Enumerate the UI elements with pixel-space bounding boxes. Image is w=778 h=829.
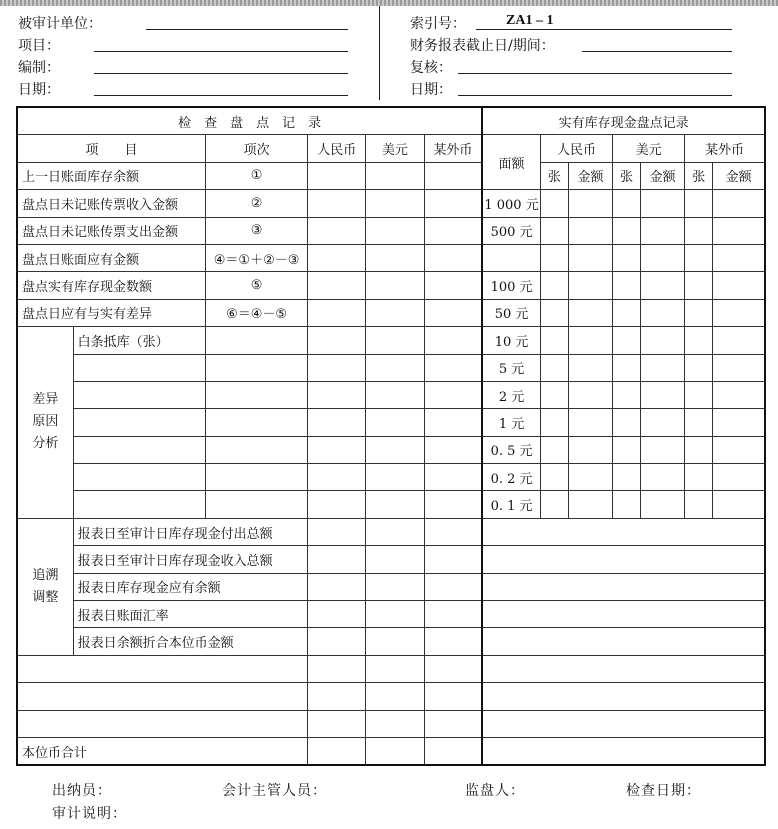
denomination-cell: 10 元 xyxy=(482,327,540,354)
project-label: 项目： xyxy=(18,38,60,54)
date2-field[interactable] xyxy=(458,95,732,96)
index-label: 索引号： xyxy=(410,16,466,32)
count-entry-cell[interactable] xyxy=(540,244,568,271)
check-index: ④＝①＋②－③ xyxy=(205,244,307,271)
table-row xyxy=(17,162,765,189)
rmb-amount-cell[interactable] xyxy=(308,327,366,354)
blank-right-cell[interactable] xyxy=(482,573,765,600)
section-label-line: 差异 xyxy=(32,392,59,408)
foreign-amount-cell[interactable] xyxy=(424,546,482,573)
count-entry-cell[interactable] xyxy=(685,409,713,436)
cash-count-table xyxy=(16,106,766,766)
diff-index-cell[interactable] xyxy=(205,491,307,518)
rmb-amount-cell[interactable] xyxy=(308,436,366,463)
trace-item-label: 报表日余额折合本位币金额 xyxy=(73,628,308,655)
header-amount: 金额 xyxy=(568,162,612,189)
rmb-amount-cell[interactable] xyxy=(308,573,366,600)
prepared-row xyxy=(18,57,60,77)
rmb-amount-cell[interactable] xyxy=(308,491,366,518)
count-entry-cell[interactable] xyxy=(713,409,765,436)
review-row xyxy=(410,57,452,77)
rmb-amount-cell[interactable] xyxy=(308,518,366,545)
usd-amount-cell[interactable] xyxy=(366,327,424,354)
foreign-amount-cell[interactable] xyxy=(424,436,482,463)
table-row xyxy=(17,518,765,545)
rmb-amount-cell[interactable] xyxy=(308,217,366,244)
period-field[interactable] xyxy=(582,51,732,52)
period-label: 财务报表截止日/期间： xyxy=(410,38,555,54)
check-item-label: 盘点日账面应有金额 xyxy=(17,244,205,271)
count-entry-cell[interactable] xyxy=(613,190,641,217)
foreign-amount-cell[interactable] xyxy=(424,573,482,600)
foreign-amount-cell[interactable] xyxy=(424,190,482,217)
table-row xyxy=(17,327,765,354)
trace-item-label: 报表日库存现金应有余额 xyxy=(73,573,308,600)
count-entry-cell[interactable] xyxy=(641,436,685,463)
foreign-amount-cell[interactable] xyxy=(424,628,482,655)
denomination-cell: 0. 2 元 xyxy=(482,464,540,491)
count-entry-cell[interactable] xyxy=(641,244,685,271)
count-entry-cell[interactable] xyxy=(613,491,641,518)
rmb-amount-cell[interactable] xyxy=(308,628,366,655)
header-index: 项次 xyxy=(205,135,307,162)
foreign-amount-cell[interactable] xyxy=(424,162,482,189)
check-item-label: 盘点实有库存现金数额 xyxy=(17,272,205,299)
denomination-cell: 100 元 xyxy=(482,272,540,299)
table-row xyxy=(17,272,765,299)
table-row xyxy=(17,573,765,600)
count-entry-cell[interactable] xyxy=(540,409,568,436)
table-row xyxy=(17,464,765,491)
unit-field[interactable] xyxy=(146,29,348,30)
denomination-cell: 2 元 xyxy=(482,381,540,408)
rmb-amount-cell[interactable] xyxy=(308,683,366,710)
count-entry-cell[interactable] xyxy=(685,381,713,408)
count-entry-cell[interactable] xyxy=(568,464,612,491)
check-index: ② xyxy=(205,190,307,217)
count-entry-cell[interactable] xyxy=(685,272,713,299)
usd-amount-cell[interactable] xyxy=(366,272,424,299)
count-entry-cell[interactable] xyxy=(568,244,612,271)
check-index: ① xyxy=(205,162,307,189)
usd-amount-cell[interactable] xyxy=(366,409,424,436)
diff-item-cell[interactable] xyxy=(73,436,205,463)
foreign-amount-cell[interactable] xyxy=(424,464,482,491)
blank-item-cell[interactable] xyxy=(17,710,308,737)
count-entry-cell[interactable] xyxy=(641,409,685,436)
count-entry-cell[interactable] xyxy=(540,272,568,299)
index-row xyxy=(410,13,554,33)
rmb-amount-cell[interactable] xyxy=(308,601,366,628)
denomination-cell: 5 元 xyxy=(482,354,540,381)
count-entry-cell[interactable] xyxy=(540,327,568,354)
count-entry-cell[interactable] xyxy=(613,381,641,408)
count-entry-cell[interactable] xyxy=(568,491,612,518)
trace-item-label: 报表日至审计日库存现金付出总额 xyxy=(73,518,308,545)
count-entry-cell[interactable] xyxy=(713,436,765,463)
rmb-amount-cell[interactable] xyxy=(308,710,366,737)
table-row xyxy=(17,628,765,655)
review-field[interactable] xyxy=(458,73,732,74)
count-entry-cell[interactable] xyxy=(641,190,685,217)
table-row xyxy=(17,737,765,765)
blank-right-cell[interactable] xyxy=(482,518,765,545)
check-item-label: 盘点日未记账传票支出金额 xyxy=(17,217,205,244)
usd-amount-cell[interactable] xyxy=(366,217,424,244)
rmb-amount-cell[interactable] xyxy=(308,655,366,682)
count-entry-cell[interactable] xyxy=(641,354,685,381)
rmb-amount-cell[interactable] xyxy=(308,381,366,408)
count-entry-cell[interactable] xyxy=(540,436,568,463)
check-item-label: 上一日账面库存余额 xyxy=(17,162,205,189)
count-entry-cell[interactable] xyxy=(540,354,568,381)
foreign-amount-cell[interactable] xyxy=(424,299,482,326)
header-foreign: 某外币 xyxy=(424,135,482,162)
count-entry-cell[interactable] xyxy=(713,190,765,217)
blank-item-cell[interactable] xyxy=(17,655,308,682)
diff-index-cell[interactable] xyxy=(205,327,307,354)
usd-amount-cell[interactable] xyxy=(366,162,424,189)
prepared-field[interactable] xyxy=(94,73,348,74)
date-label: 日期： xyxy=(18,82,60,98)
worksheet-header xyxy=(16,6,766,100)
count-entry-cell[interactable] xyxy=(713,217,765,244)
table-row xyxy=(17,107,765,135)
rmb-total-cell[interactable] xyxy=(308,737,366,765)
rmb-amount-cell[interactable] xyxy=(308,354,366,381)
count-entry-cell[interactable] xyxy=(713,464,765,491)
count-entry-cell[interactable] xyxy=(613,464,641,491)
foreign-amount-cell[interactable] xyxy=(424,327,482,354)
rmb-amount-cell[interactable] xyxy=(308,162,366,189)
usd-total-cell[interactable] xyxy=(366,737,424,765)
table-row xyxy=(17,436,765,463)
count-entry-cell[interactable] xyxy=(540,217,568,244)
usd-amount-cell[interactable] xyxy=(366,354,424,381)
count-entry-cell[interactable] xyxy=(713,272,765,299)
diff-item-cell[interactable] xyxy=(73,354,205,381)
right-section-title: 实有库存现金盘点记录 xyxy=(482,107,765,135)
usd-amount-cell[interactable] xyxy=(366,518,424,545)
count-entry-cell[interactable] xyxy=(613,299,641,326)
count-entry-cell[interactable] xyxy=(685,327,713,354)
foreign-amount-cell[interactable] xyxy=(424,244,482,271)
count-entry-cell[interactable] xyxy=(568,436,612,463)
section-label-line: 调整 xyxy=(32,589,59,605)
diff-item-cell[interactable] xyxy=(73,409,205,436)
table-row xyxy=(17,244,765,271)
table-row xyxy=(17,683,765,710)
diff-index-cell[interactable] xyxy=(205,436,307,463)
blank-right-cell[interactable] xyxy=(482,683,765,710)
count-entry-cell[interactable] xyxy=(641,381,685,408)
foreign-amount-cell[interactable] xyxy=(424,217,482,244)
count-entry-cell[interactable] xyxy=(568,217,612,244)
count-entry-cell[interactable] xyxy=(685,464,713,491)
blank-right-cell[interactable] xyxy=(482,655,765,682)
section-label-line: 原因 xyxy=(32,414,59,430)
count-entry-cell[interactable] xyxy=(685,491,713,518)
period-row xyxy=(410,35,555,55)
table-row xyxy=(17,655,765,682)
check-date-label: 检查日期： xyxy=(626,783,701,799)
header-rmb: 人民币 xyxy=(308,135,366,162)
diff-item-cell[interactable] xyxy=(73,464,205,491)
header-usd-group: 美元 xyxy=(613,135,685,162)
rmb-amount-cell[interactable] xyxy=(308,409,366,436)
diff-index-cell[interactable] xyxy=(205,409,307,436)
count-entry-cell[interactable] xyxy=(713,491,765,518)
diff-index-cell[interactable] xyxy=(205,354,307,381)
review-label: 复核： xyxy=(410,60,452,76)
count-entry-cell[interactable] xyxy=(641,464,685,491)
date2-row xyxy=(410,79,452,99)
project-field[interactable] xyxy=(94,51,348,52)
denomination-cell: 1 000 元 xyxy=(482,190,540,217)
foreign-total-cell[interactable] xyxy=(424,737,482,765)
table-row xyxy=(17,217,765,244)
header-denomination: 面额 xyxy=(482,135,540,190)
rmb-amount-cell[interactable] xyxy=(308,190,366,217)
count-entry-cell[interactable] xyxy=(641,299,685,326)
left-section-title: 检 查 盘 点 记 录 xyxy=(17,107,482,135)
trace-item-label: 报表日至审计日库存现金收入总额 xyxy=(73,546,308,573)
unit-label: 被审计单位： xyxy=(18,16,102,32)
table-row xyxy=(17,190,765,217)
project-row xyxy=(18,35,60,55)
table-row xyxy=(17,546,765,573)
foreign-amount-cell[interactable] xyxy=(424,354,482,381)
count-entry-cell[interactable] xyxy=(613,244,641,271)
usd-amount-cell[interactable] xyxy=(366,244,424,271)
denomination-cell: 0. 1 元 xyxy=(482,491,540,518)
count-entry-cell[interactable] xyxy=(641,327,685,354)
header-sheets: 张 xyxy=(613,162,641,189)
check-item-label: 盘点日应有与实有差异 xyxy=(17,299,205,326)
count-entry-cell[interactable] xyxy=(685,217,713,244)
table-row xyxy=(17,135,765,162)
date-row xyxy=(18,79,60,99)
count-entry-cell[interactable] xyxy=(568,381,612,408)
count-entry-cell[interactable] xyxy=(540,190,568,217)
count-entry-cell[interactable] xyxy=(613,354,641,381)
count-entry-cell[interactable] xyxy=(613,272,641,299)
trace-section-label xyxy=(17,518,73,655)
usd-amount-cell[interactable] xyxy=(366,190,424,217)
count-entry-cell[interactable] xyxy=(685,436,713,463)
rmb-amount-cell[interactable] xyxy=(308,244,366,271)
denomination-cell xyxy=(482,244,540,271)
table-row xyxy=(17,710,765,737)
count-entry-cell[interactable] xyxy=(613,327,641,354)
foreign-amount-cell[interactable] xyxy=(424,491,482,518)
rmb-amount-cell[interactable] xyxy=(308,272,366,299)
table-row xyxy=(17,299,765,326)
table-row xyxy=(17,409,765,436)
usd-amount-cell[interactable] xyxy=(366,655,424,682)
table-row xyxy=(17,601,765,628)
diff-section-label xyxy=(17,327,73,519)
count-entry-cell[interactable] xyxy=(641,491,685,518)
diff-item-cell[interactable] xyxy=(73,491,205,518)
count-entry-cell[interactable] xyxy=(613,217,641,244)
date-field[interactable] xyxy=(94,95,348,96)
blank-right-cell[interactable] xyxy=(482,737,765,765)
diff-item-cell[interactable] xyxy=(73,381,205,408)
usd-amount-cell[interactable] xyxy=(366,601,424,628)
usd-amount-cell[interactable] xyxy=(366,381,424,408)
count-entry-cell[interactable] xyxy=(540,464,568,491)
header-usd: 美元 xyxy=(366,135,424,162)
supervisor-label: 会计主管人员： xyxy=(222,783,327,799)
count-entry-cell[interactable] xyxy=(713,244,765,271)
index-field[interactable] xyxy=(476,29,732,30)
count-entry-cell[interactable] xyxy=(568,327,612,354)
diff-index-cell[interactable] xyxy=(205,464,307,491)
check-index: ⑤ xyxy=(205,272,307,299)
count-entry-cell[interactable] xyxy=(685,354,713,381)
count-entry-cell[interactable] xyxy=(540,491,568,518)
foreign-amount-cell[interactable] xyxy=(424,601,482,628)
header-sheets: 张 xyxy=(540,162,568,189)
blank-right-cell[interactable] xyxy=(482,710,765,737)
denomination-cell: 0. 5 元 xyxy=(482,436,540,463)
usd-amount-cell[interactable] xyxy=(366,436,424,463)
count-entry-cell[interactable] xyxy=(568,272,612,299)
count-entry-cell[interactable] xyxy=(613,409,641,436)
count-entry-cell[interactable] xyxy=(685,299,713,326)
check-index: ③ xyxy=(205,217,307,244)
monitor-label: 监盘人： xyxy=(465,783,525,799)
count-entry-cell[interactable] xyxy=(713,354,765,381)
total-label: 本位币合计 xyxy=(17,737,308,765)
usd-amount-cell[interactable] xyxy=(366,299,424,326)
index-value: ZA1 – 1 xyxy=(506,13,554,28)
count-entry-cell[interactable] xyxy=(568,409,612,436)
header-sheets: 张 xyxy=(685,162,713,189)
cashier-label: 出纳员： xyxy=(52,783,112,799)
date2-label: 日期： xyxy=(410,82,452,98)
header-rmb-group: 人民币 xyxy=(540,135,612,162)
rmb-amount-cell[interactable] xyxy=(308,299,366,326)
trace-item-label: 报表日账面汇率 xyxy=(73,601,308,628)
header-divider xyxy=(379,6,380,100)
denomination-cell: 500 元 xyxy=(482,217,540,244)
section-label-line: 分析 xyxy=(32,436,59,452)
usd-amount-cell[interactable] xyxy=(366,546,424,573)
blank-item-cell[interactable] xyxy=(17,683,308,710)
foreign-amount-cell[interactable] xyxy=(424,710,482,737)
count-entry-cell[interactable] xyxy=(568,190,612,217)
foreign-amount-cell[interactable] xyxy=(424,655,482,682)
count-entry-cell[interactable] xyxy=(685,244,713,271)
count-entry-cell[interactable] xyxy=(641,272,685,299)
foreign-amount-cell[interactable] xyxy=(424,683,482,710)
count-entry-cell[interactable] xyxy=(540,299,568,326)
count-entry-cell[interactable] xyxy=(568,299,612,326)
table-row xyxy=(17,381,765,408)
section-label-line: 追溯 xyxy=(32,567,59,583)
foreign-amount-cell[interactable] xyxy=(424,381,482,408)
check-item-label: 盘点日未记账传票收入金额 xyxy=(17,190,205,217)
foreign-amount-cell[interactable] xyxy=(424,409,482,436)
usd-amount-cell[interactable] xyxy=(366,683,424,710)
header-amount: 金额 xyxy=(713,162,765,189)
blank-right-cell[interactable] xyxy=(482,546,765,573)
count-entry-cell[interactable] xyxy=(713,381,765,408)
count-entry-cell[interactable] xyxy=(641,217,685,244)
denomination-cell: 50 元 xyxy=(482,299,540,326)
count-entry-cell[interactable] xyxy=(568,354,612,381)
diff-index-cell[interactable] xyxy=(205,381,307,408)
header-amount: 金额 xyxy=(641,162,685,189)
count-entry-cell[interactable] xyxy=(713,327,765,354)
usd-amount-cell[interactable] xyxy=(366,491,424,518)
unit-row xyxy=(18,13,102,33)
blank-right-cell[interactable] xyxy=(482,601,765,628)
rmb-amount-cell[interactable] xyxy=(308,464,366,491)
table-row xyxy=(17,354,765,381)
diff-item-label: 白条抵库（张） xyxy=(73,327,205,354)
foreign-amount-cell[interactable] xyxy=(424,518,482,545)
denomination-cell: 1 元 xyxy=(482,409,540,436)
prepared-label: 编制： xyxy=(18,60,60,76)
header-foreign-group: 某外币 xyxy=(685,135,765,162)
count-entry-cell[interactable] xyxy=(713,299,765,326)
usd-amount-cell[interactable] xyxy=(366,710,424,737)
table-row xyxy=(17,491,765,518)
count-entry-cell[interactable] xyxy=(613,436,641,463)
foreign-amount-cell[interactable] xyxy=(424,272,482,299)
count-entry-cell[interactable] xyxy=(685,190,713,217)
rmb-amount-cell[interactable] xyxy=(308,546,366,573)
check-index: ⑥＝④－⑤ xyxy=(205,299,307,326)
blank-right-cell[interactable] xyxy=(482,628,765,655)
usd-amount-cell[interactable] xyxy=(366,464,424,491)
usd-amount-cell[interactable] xyxy=(366,628,424,655)
count-entry-cell[interactable] xyxy=(540,381,568,408)
header-item: 项 目 xyxy=(17,135,205,162)
usd-amount-cell[interactable] xyxy=(366,573,424,600)
audit-note-label: 审计说明： xyxy=(52,806,127,822)
